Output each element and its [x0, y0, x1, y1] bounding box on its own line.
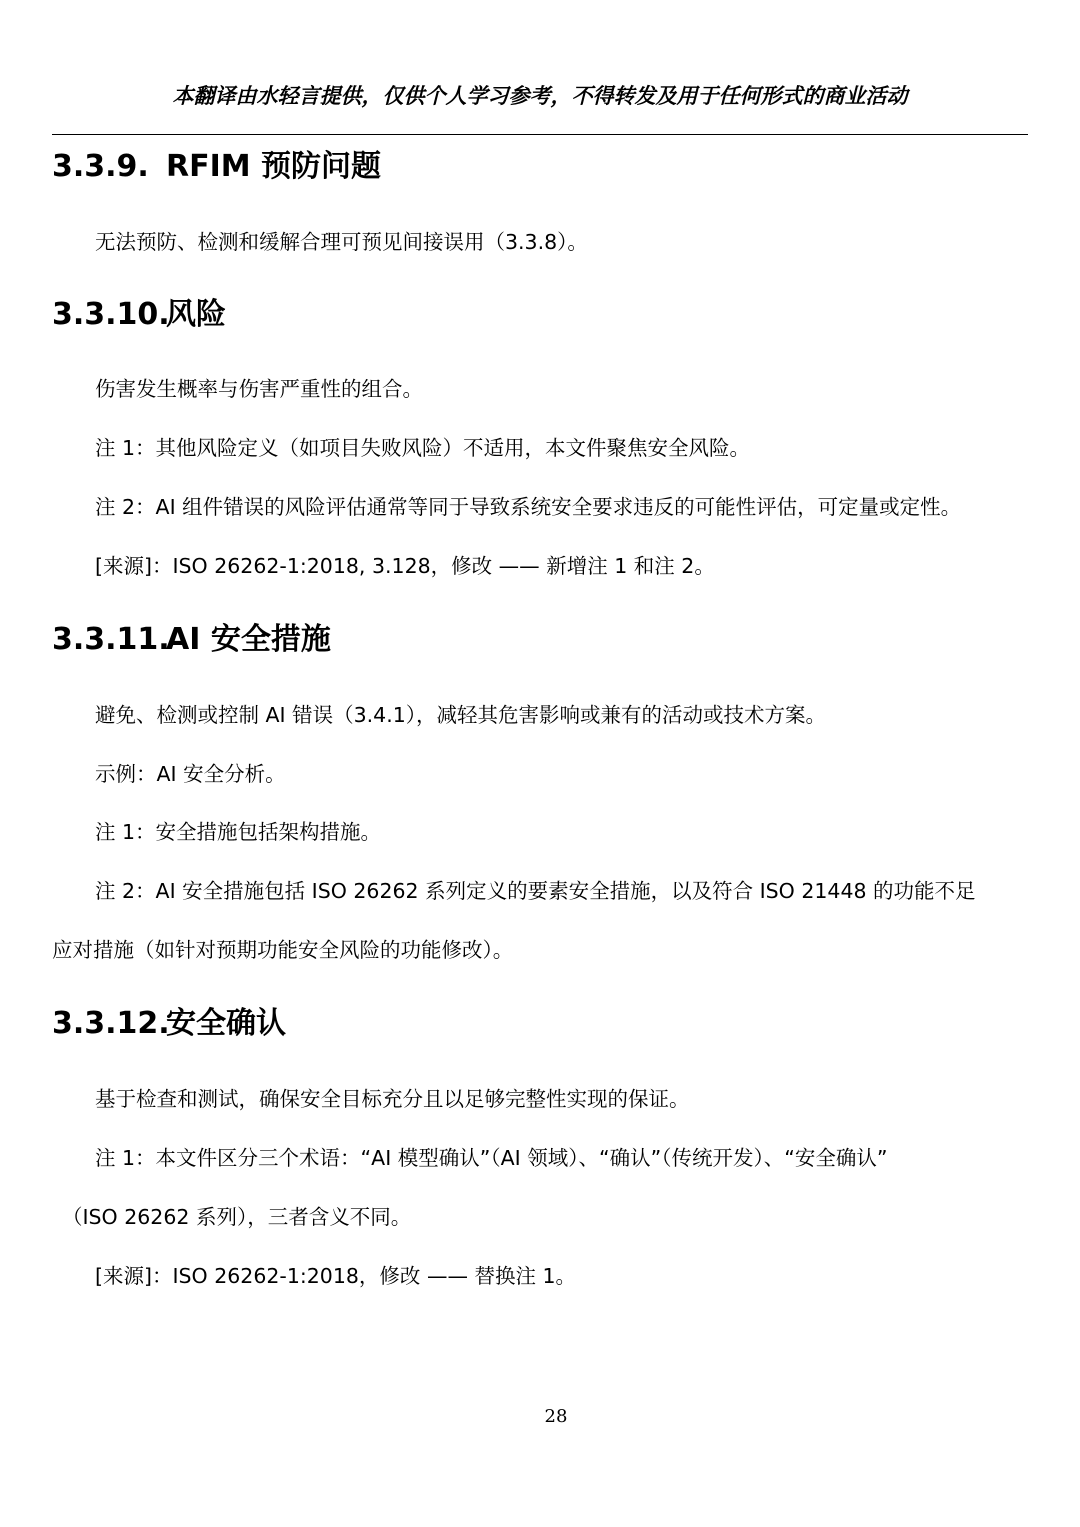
- section-number: 3.3.10.: [52, 297, 170, 332]
- source-citation: [来源]：ISO 26262-1:2018, 3.128，修改 —— 新增注 1 和注 2。: [95, 554, 715, 578]
- paragraph: 伤害发生概率与伤害严重性的组合。: [95, 377, 423, 401]
- section-heading-3-3-10: [52, 297, 226, 332]
- section-heading-3-3-9: [52, 149, 382, 184]
- section-number: 3.3.12.: [52, 1006, 170, 1041]
- note-continuation: （ISO 26262 系列），三者含义不同。: [62, 1205, 412, 1229]
- note: 注 2：AI 组件错误的风险评估通常等同于导致系统安全要求违反的可能性评估，可定量或定性。: [95, 495, 962, 519]
- example: 示例：AI 安全分析。: [95, 762, 286, 786]
- page-number: 28: [544, 1406, 568, 1427]
- section-heading-3-3-12: [52, 1006, 286, 1041]
- source-citation: [来源]：ISO 26262-1:2018，修改 —— 替换注 1。: [95, 1264, 577, 1288]
- section-heading-3-3-11: [52, 622, 331, 657]
- section-title: 风险: [166, 297, 226, 332]
- section-title: 安全确认: [166, 1006, 286, 1041]
- section-title: RFIM 预防问题: [166, 149, 382, 184]
- paragraph: 无法预防、检测和缓解合理可预见间接误用（3.3.8）。: [95, 230, 588, 254]
- header-divider: [52, 134, 1028, 135]
- paragraph: 基于检查和测试，确保安全目标充分且以足够完整性实现的保证。: [95, 1087, 690, 1111]
- note: 注 2：AI 安全措施包括 ISO 26262 系列定义的要素安全措施，以及符合 ISO 21448 的功能不足: [95, 879, 976, 903]
- note-continuation: 应对措施（如针对预期功能安全风险的功能修改）。: [52, 938, 514, 962]
- section-title: AI 安全措施: [166, 622, 331, 657]
- note: 注 1：其他风险定义（如项目失败风险）不适用，本文件聚焦安全风险。: [95, 436, 751, 460]
- paragraph: 避免、检测或控制 AI 错误（3.4.1），减轻其危害影响或兼有的活动或技术方案。: [95, 703, 827, 727]
- page-header: 本翻译由水轻言提供，仅供个人学习参考，不得转发及用于任何形式的商业活动: [172, 84, 908, 108]
- note: 注 1：本文件区分三个术语：“AI 模型确认”（AI 领域）、“确认”（传统开发）、“安全确认”: [95, 1146, 888, 1170]
- section-number: 3.3.11.: [52, 622, 170, 657]
- section-number: 3.3.9.: [52, 149, 149, 184]
- note: 注 1：安全措施包括架构措施。: [95, 820, 382, 844]
